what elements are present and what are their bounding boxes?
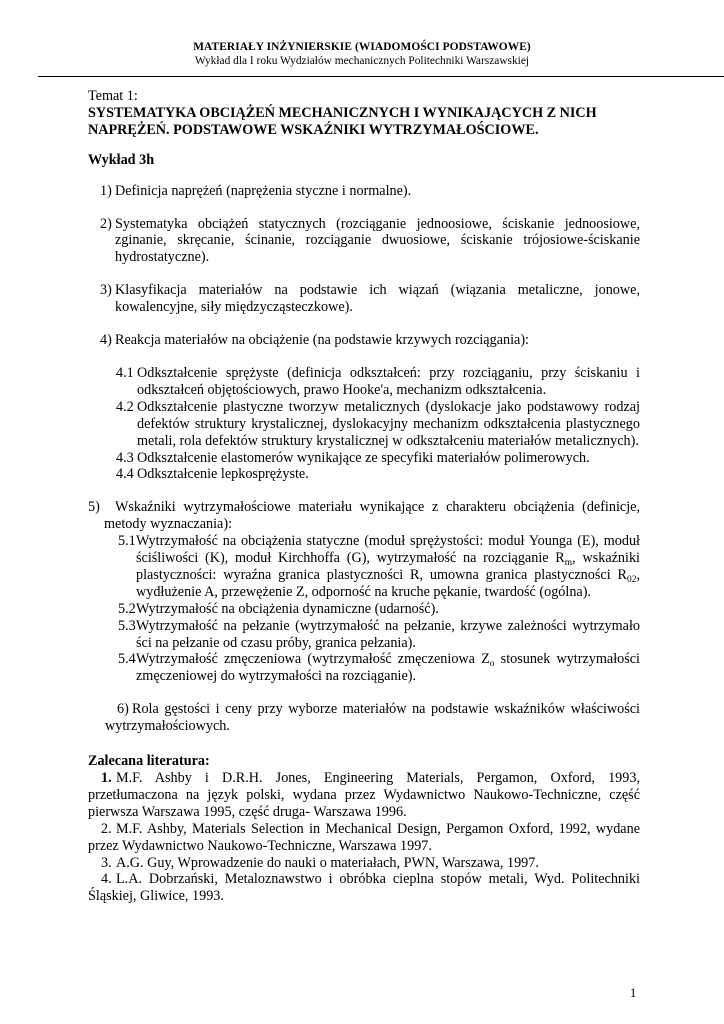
- topic-label: Temat 1:: [88, 88, 138, 104]
- sub-item-text: Odkształcenie sprężyste (definicja odkształceń: przy rozciąganiu, przy ściskaniu i odkształceń objętościowych, prawo Hooke'a, mechanizm odkształcenia.: [137, 364, 640, 398]
- sub-item-4-4: [88, 466, 640, 483]
- sub-item-number: 4.2: [116, 398, 134, 415]
- list-item-3: [88, 282, 640, 316]
- sub-item-4-2: [88, 399, 640, 450]
- sub-item-text: Wytrzymałość zmęczeniowa (wytrzymałość zmęczeniowa $Z_o$ stosunek wytrzymałości zmęczeniowej do wytrzymałości na rozciąganie).: [136, 651, 640, 685]
- list-item-1: [88, 183, 640, 200]
- list-item-5: [88, 499, 640, 533]
- literature-heading: Zalecana literatura:: [88, 753, 210, 770]
- list-item-2: [88, 216, 640, 267]
- header-title: MATERIAŁY INŻYNIERSKIE (WIADOMOŚCI PODSTAWOWE): [193, 41, 531, 53]
- sub-item-number: 5.4: [118, 651, 136, 668]
- literature-entry-4: [88, 871, 640, 905]
- sub-item-text: Odkształcenie elastomerów wynikające ze specyfiki materiałów polimerowych.: [137, 449, 590, 466]
- entry-text: L.A. Dobrzański, Metaloznawstwo i obróbka cieplna stopów metali, Wyd. Politechniki Śląskiej, Gliwice, 1993.: [88, 871, 640, 905]
- sub-item-text: Wytrzymałość na obciążenia dynamiczne (udarność).: [136, 600, 439, 617]
- sub-item-5-3: [88, 618, 640, 652]
- entry-text: M.F. Ashby, Materials Selection in Mechanical Design, Pergamon Oxford, 1992, wydane przez Wydawnictwo Naukowo-Techniczne, Warszawa 1997.: [88, 820, 640, 854]
- sub-item-text: Odkształcenie plastyczne tworzyw metalicznych (dyslokacje jako podstawowy rodzaj defektów struktury krystalicznej, dyslokacyjny mechanizm odkształcenia plastycznego metali, rola defektów struktury krystalicznej w odkształceniu materiałów metalicznych).: [137, 398, 640, 449]
- sub-item-text: Wytrzymałość na pełzanie (wytrzymałość na pełzanie, krzywe zależności wytrzymało ści na pełzanie od czasu próby, granica pełzania).: [136, 617, 640, 651]
- sub-item-4-3: [88, 450, 640, 467]
- header-rule: [38, 76, 724, 77]
- item-number: 3): [100, 282, 112, 299]
- header-subtitle: Wykład dla I roku Wydziałów mechanicznych Politechniki Warszawskiej: [194, 55, 530, 67]
- sub-item-5-4: [88, 651, 640, 685]
- literature-entry-2: [88, 821, 640, 855]
- sub-item-number: 5.3: [118, 617, 136, 634]
- entry-text: A.G. Guy, Wprowadzenie do nauki o materiałach, PWN, Warszawa, 1997.: [116, 854, 539, 871]
- sub-item-5-1: [88, 533, 640, 601]
- item-number: 1): [100, 182, 112, 199]
- entry-text: M.F. Ashby i D.R.H. Jones, Engineering Materials, Pergamon, Oxford, 1993, przetłumaczona na język polski, wydana przez Wydawnictwo Naukowo-Techniczne, część pierwsza Warszawa 1995, część druga- Warszawa 1996.: [88, 770, 640, 820]
- item-number: 6): [117, 701, 129, 718]
- entry-number: 2.: [101, 820, 112, 837]
- item-text: Wskaźniki wytrzymałościowe materiału wynikające z charakteru obciążenia (definicje, metody wyznaczania):: [104, 499, 640, 533]
- item-text: Reakcja materiałów na obciążenie (na podstawie krzywych rozciągania):: [115, 332, 529, 349]
- document-body: [88, 88, 640, 905]
- sub-item-number: 5.2: [118, 600, 136, 617]
- sub-item-number: 4.3: [116, 449, 134, 466]
- item-number: 5): [88, 499, 100, 516]
- item-number: 2): [100, 215, 112, 232]
- sub-item-number: 4.4: [116, 466, 134, 483]
- sub-item-number: 5.1: [118, 533, 136, 550]
- page-number: 1: [630, 986, 637, 1000]
- lecture-hours: Wykład 3h: [88, 151, 155, 168]
- item-text: Definicja naprężeń (naprężenia styczne i normalne).: [115, 182, 412, 199]
- sub-item-5-2: [88, 601, 640, 618]
- list-item-4: [88, 332, 640, 349]
- topic-title: SYSTEMATYKA OBCIĄŻEŃ MECHANICZNYCH I WYNIKAJĄCYCH Z NICH NAPRĘŻEŃ. PODSTAWOWE WSKAŹNIKI WYTRZYMAŁOŚCIOWE.: [88, 104, 597, 138]
- sub-item-4-1: [88, 365, 640, 399]
- item-number: 4): [100, 332, 112, 349]
- item-text: Rola gęstości i ceny przy wyborze materiałów na podstawie wskaźników właściwości wytrzymałościowych.: [105, 701, 640, 735]
- entry-number: 4.: [101, 871, 112, 888]
- item-text: Klasyfikacja materiałów na podstawie ich wiązań (wiązania metaliczne, jonowe, kowalencyjne, siły międzycząsteczkowe).: [115, 282, 640, 316]
- sub-item-text: Odkształcenie lepkosprężyste.: [137, 466, 309, 483]
- page-header: [0, 40, 724, 68]
- entry-number: 1.: [101, 770, 112, 786]
- list-item-6: [88, 701, 640, 735]
- item-text: Systematyka obciążeń statycznych (rozciąganie jednoosiowe, ściskanie jednoosiowe, zginanie, skręcanie, ścinanie, rozciąganie dwuosiowe, ściskanie trójosiowe-ściskanie hydrostatyczne).: [115, 215, 640, 266]
- literature-entry-1: [88, 770, 640, 821]
- entry-number: 3.: [101, 854, 112, 871]
- literature-entry-3: [88, 855, 640, 872]
- sub-item-text: Wytrzymałość na obciążenia statyczne (moduł sprężystości: moduł Younga (E), moduł ściśliwości (K), moduł Kirchhoffa (G), wytrzymałość na rozciąganie $R_m$, wskaźniki plastyczności: wyraźna granica plastyczności R, umowna granica plastyczności $R_{02}$, wydłużenie A, przewężenie Z, odporność na kruche pękanie, twardość (ogólna).: [136, 533, 640, 600]
- sub-item-number: 4.1: [116, 364, 134, 381]
